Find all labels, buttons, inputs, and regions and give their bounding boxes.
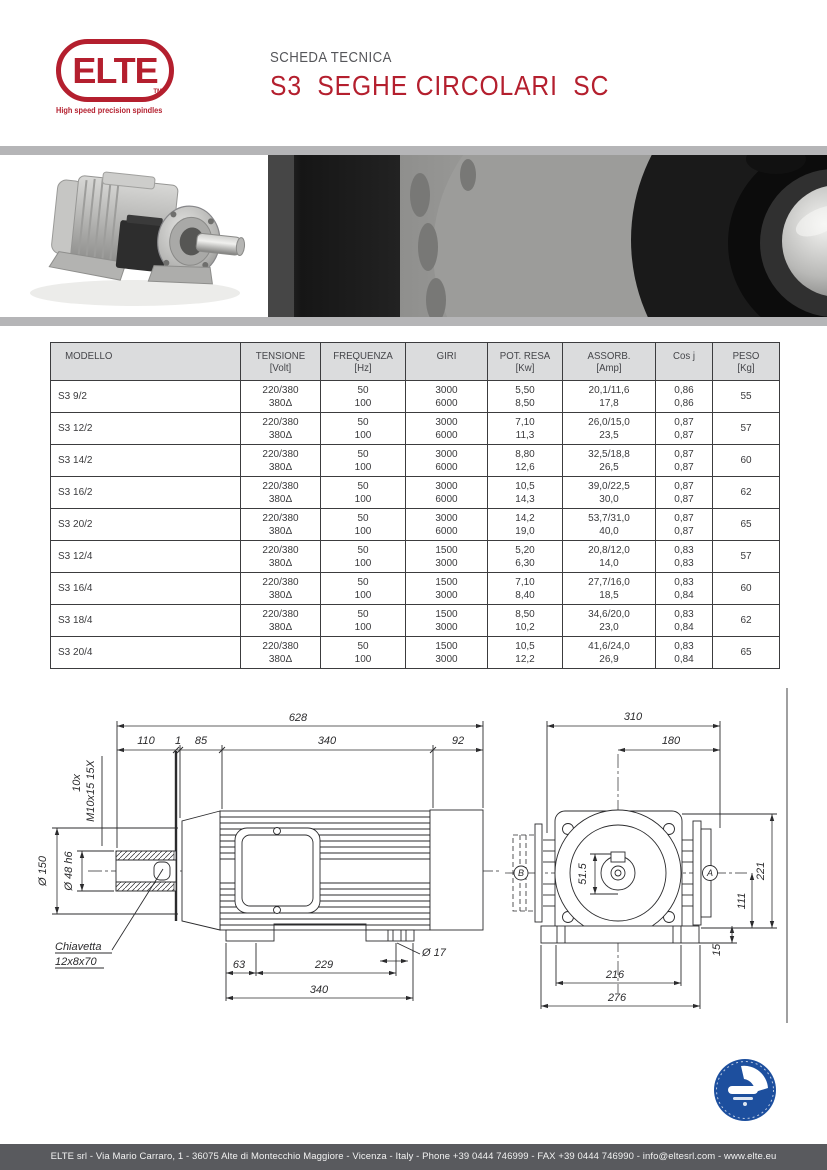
rpm-cell: 1500 3000 [406, 573, 488, 605]
elte-logo [56, 39, 174, 102]
dim-height-15: 15 [711, 943, 723, 957]
power-cell: 8,80 12,6 [488, 445, 563, 477]
table-row [51, 605, 780, 637]
frequency-cell: 50 100 [321, 573, 406, 605]
frequency-cell: 50 100 [321, 605, 406, 637]
current-cell: 34,6/20,0 23,0 [563, 605, 656, 637]
voltage-cell: 220/380 380Δ [241, 413, 321, 445]
column-header: Cos j [656, 343, 713, 381]
cos-phi-cell: 0,83 0,84 [656, 605, 713, 637]
document-type-label: SCHEDA TECNICA [270, 49, 392, 66]
model-cell: S3 12/2 [51, 413, 241, 445]
current-cell: 53,7/31,0 40,0 [563, 509, 656, 541]
view-label-a: A [706, 868, 714, 878]
weight-cell: 60 [713, 573, 780, 605]
photo-motor [0, 155, 265, 317]
frequency-cell: 50 100 [321, 381, 406, 413]
rpm-cell: 3000 6000 [406, 381, 488, 413]
table-row [51, 509, 780, 541]
dim-base-216: 216 [605, 969, 625, 981]
table-row [51, 413, 780, 445]
voltage-cell: 220/380 380Δ [241, 381, 321, 413]
power-cell: 5,20 6,30 [488, 541, 563, 573]
power-cell: 8,50 10,2 [488, 605, 563, 637]
model-cell: S3 20/2 [51, 509, 241, 541]
technical-drawing-side-view [30, 688, 510, 1033]
power-cell: 7,10 11,3 [488, 413, 563, 445]
weight-cell: 55 [713, 381, 780, 413]
voltage-cell: 220/380 380Δ [241, 477, 321, 509]
current-cell: 41,6/24,0 26,9 [563, 637, 656, 669]
voltage-cell: 220/380 380Δ [241, 637, 321, 669]
dim-seg-340: 340 [317, 735, 337, 747]
dim-shaft-diameter: Ø 48 h6 [63, 851, 75, 891]
divider-bar-top [0, 146, 827, 155]
spec-table-head-row [51, 343, 780, 381]
dim-width-180: 180 [661, 735, 681, 747]
cos-phi-cell: 0,87 0,87 [656, 445, 713, 477]
column-header: TENSIONE [Volt] [241, 343, 321, 381]
model-cell: S3 16/4 [51, 573, 241, 605]
voltage-cell: 220/380 380Δ [241, 573, 321, 605]
spec-table [50, 342, 780, 669]
dim-flange-diameter: Ø 150 [37, 856, 49, 886]
current-cell: 27,7/16,0 18,5 [563, 573, 656, 605]
front-cone [182, 811, 220, 930]
current-cell: 26,0/15,0 23,5 [563, 413, 656, 445]
model-cell: S3 20/4 [51, 637, 241, 669]
certification-logo [712, 1057, 778, 1123]
table-row [51, 445, 780, 477]
front-body [513, 810, 718, 943]
column-header: FREQUENZA [Hz] [321, 343, 406, 381]
weight-cell: 65 [713, 637, 780, 669]
footer-contact-text: ELTE srl - Via Mario Carraro, 1 - 36075 Alte di Montecchio Maggiore - Vicenza - Italy - Phone +39 0444 746999 - FAX +39 0444 746990 - info@eltesrl.com - www.elte.eu [50, 1151, 777, 1162]
column-header: POT. RESA [Kw] [488, 343, 563, 381]
model-cell: S3 14/2 [51, 445, 241, 477]
view-label-b: B [517, 868, 525, 878]
rpm-cell: 3000 6000 [406, 445, 488, 477]
frequency-cell: 50 100 [321, 413, 406, 445]
weight-cell: 57 [713, 541, 780, 573]
current-cell: 32,5/18,8 26,5 [563, 445, 656, 477]
frequency-cell: 50 100 [321, 637, 406, 669]
column-header: ASSORB. [Amp] [563, 343, 656, 381]
model-cell: S3 18/4 [51, 605, 241, 637]
dim-seg-110: 110 [137, 735, 155, 747]
shaft-outline [116, 851, 176, 891]
dim-foot-229: 229 [314, 959, 334, 971]
motor-photo-illustration [0, 155, 265, 317]
current-cell: 39,0/22,5 30,0 [563, 477, 656, 509]
dim-height-111: 111 [736, 892, 748, 910]
power-cell: 7,10 8,40 [488, 573, 563, 605]
weight-cell: 62 [713, 477, 780, 509]
cos-phi-cell: 0,83 0,84 [656, 573, 713, 605]
weight-cell: 60 [713, 445, 780, 477]
photo-spindle-closeup [268, 155, 827, 317]
logo-tagline: High speed precision spindles [56, 106, 163, 115]
cos-phi-cell: 0,83 0,84 [656, 637, 713, 669]
frequency-cell: 50 100 [321, 509, 406, 541]
rpm-cell: 1500 3000 [406, 541, 488, 573]
dim-total-length: 628 [288, 712, 308, 724]
technical-drawing-front-view [505, 688, 795, 1033]
cos-phi-cell: 0,83 0,83 [656, 541, 713, 573]
power-cell: 10,5 12,2 [488, 637, 563, 669]
cos-phi-cell: 0,87 0,87 [656, 509, 713, 541]
weight-cell: 57 [713, 413, 780, 445]
dim-base-276: 276 [607, 992, 627, 1004]
power-cell: 14,2 19,0 [488, 509, 563, 541]
column-header: GIRI [406, 343, 488, 381]
voltage-cell: 220/380 380Δ [241, 541, 321, 573]
side-bottom-dimensions [226, 943, 447, 1001]
elte-logo-text: ELTE [72, 49, 158, 91]
key-note-size: 12x8x70 [55, 956, 97, 968]
cos-phi-cell: 0,87 0,87 [656, 477, 713, 509]
side-view-svg [30, 688, 510, 1028]
weight-cell: 65 [713, 509, 780, 541]
column-header: MODELLO [51, 343, 241, 381]
dim-height-221: 221 [755, 861, 767, 881]
table-row [51, 637, 780, 669]
rpm-cell: 3000 6000 [406, 509, 488, 541]
column-header: PESO [Kg] [713, 343, 780, 381]
front-foot [226, 930, 274, 941]
model-cell: S3 9/2 [51, 381, 241, 413]
table-row [51, 573, 780, 605]
dim-bolt-count: 10x [71, 774, 83, 792]
spec-table-body [51, 381, 780, 669]
table-row [51, 477, 780, 509]
current-cell: 20,1/11,6 17,8 [563, 381, 656, 413]
voltage-cell: 220/380 380Δ [241, 605, 321, 637]
model-cell: S3 16/2 [51, 477, 241, 509]
certification-logo-icon [712, 1057, 778, 1123]
dim-width-310: 310 [623, 711, 643, 723]
rear-cap [430, 810, 483, 930]
dim-seg-85: 85 [194, 735, 208, 747]
frequency-cell: 50 100 [321, 541, 406, 573]
current-cell: 20,8/12,0 14,0 [563, 541, 656, 573]
front-view-svg [505, 688, 795, 1028]
frequency-cell: 50 100 [321, 445, 406, 477]
spindle-photo-illustration [268, 155, 827, 317]
dim-thread-spec: M10x15 15X [85, 760, 97, 822]
cos-phi-cell: 0,87 0,87 [656, 413, 713, 445]
rpm-cell: 1500 3000 [406, 637, 488, 669]
voltage-cell: 220/380 380Δ [241, 445, 321, 477]
dim-hole-diameter: Ø 17 [422, 947, 446, 959]
footer-contact-bar [0, 1144, 827, 1170]
trademark-symbol: TM [153, 89, 162, 95]
keyway-front [611, 852, 625, 862]
key-note-label: Chiavetta [55, 941, 102, 953]
rpm-cell: 1500 3000 [406, 605, 488, 637]
model-cell: S3 12/4 [51, 541, 241, 573]
dim-foot-340: 340 [309, 984, 329, 996]
weight-cell: 62 [713, 605, 780, 637]
power-cell: 10,5 14,3 [488, 477, 563, 509]
divider-bar-bottom [0, 317, 827, 326]
table-row [51, 541, 780, 573]
dim-seg-92: 92 [451, 735, 465, 747]
terminal-box [235, 828, 320, 913]
dim-foot-63: 63 [232, 959, 246, 971]
dim-seg-1: 1 [174, 735, 182, 747]
frequency-cell: 50 100 [321, 477, 406, 509]
cos-phi-cell: 0,86 0,86 [656, 381, 713, 413]
table-row [51, 381, 780, 413]
dim-key-51-5: 51.5 [577, 863, 589, 885]
rpm-cell: 3000 6000 [406, 477, 488, 509]
rear-foot [366, 930, 414, 941]
power-cell: 5,50 8,50 [488, 381, 563, 413]
rpm-cell: 3000 6000 [406, 413, 488, 445]
voltage-cell: 220/380 380Δ [241, 509, 321, 541]
page-title: S3 SEGHE CIRCOLARI SC [270, 70, 610, 101]
